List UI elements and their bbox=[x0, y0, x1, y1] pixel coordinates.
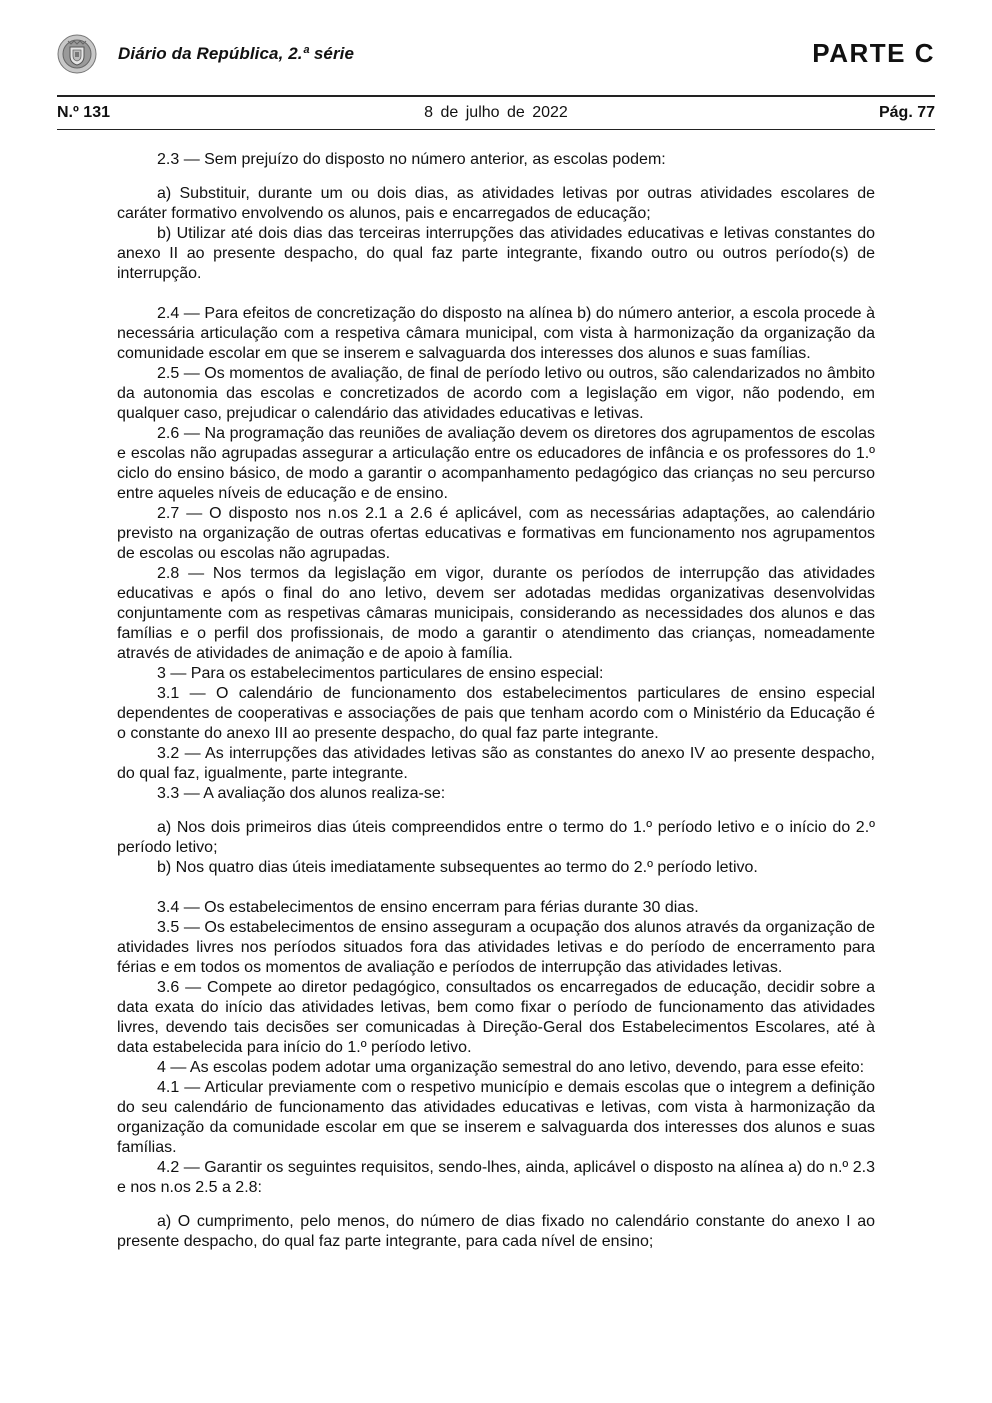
item-2-3-b: b) Utilizar até dois dias das terceiras interrupções das atividades educativas e letivas constantes do anexo II ao presente despacho, do qual faz parte integrante, fixando outro ou outros período(s) de interrupção. bbox=[117, 225, 875, 282]
item-3-3-b: b) Nos quatro dias úteis imediatamente subsequentes ao termo do 2.º período letivo. bbox=[157, 859, 758, 876]
item-3-3-a: a) Nos dois primeiros dias úteis compreendidos entre o termo do 1.º período letivo e o início do 2.º período letivo; bbox=[117, 819, 875, 856]
issue-number: N.º 131 bbox=[57, 104, 110, 121]
paragraph-3-2: 3.2 — As interrupções das atividades letivas são as constantes do anexo IV ao presente despacho, do qual faz, igualmente, parte integrante. bbox=[117, 745, 875, 782]
paragraph-4-1: 4.1 — Articular previamente com o respetivo município e demais escolas que o integrem a definição do seu calendário de funcionamento das atividades educativas e letivas, com vista à harmonização da organização da comunidade escolar em que se inserem e salvaguarda dos interesses dos alunos e suas famílias. bbox=[117, 1079, 875, 1156]
issue-date: 8 de julho de 2022 bbox=[424, 104, 568, 121]
paragraph-2-8: 2.8 — Nos termos da legislação em vigor, durante os períodos de interrupção das atividades educativas e após o final do ano letivo, devem ser adotadas medidas organizativas desenvolvidas conjuntamente com as respetivas câmaras municipais, considerando as necessidades dos alunos e das famílias e o perfil dos profissionais, de modo a garantir o atendimento das crianças, nomeadamente através de atividades de animação e de apoio à família. bbox=[117, 565, 875, 662]
paragraph-4: 4 — As escolas podem adotar uma organização semestral do ano letivo, devendo, para esse efeito: bbox=[157, 1059, 865, 1076]
journal-title: Diário da República, 2.ª série bbox=[118, 44, 355, 63]
page-number: Pág. 77 bbox=[878, 104, 935, 121]
document-body bbox=[117, 150, 875, 1252]
paragraph-3: 3 — Para os estabelecimentos particulares de ensino especial: bbox=[157, 665, 604, 682]
coat-of-arms-icon bbox=[57, 34, 97, 74]
paragraph-3-1: 3.1 — O calendário de funcionamento dos estabelecimentos particulares de ensino especial dependentes de cooperativas e associações de pais que tenham acordo com o Ministério da Educação é o constante do anexo III ao presente despacho, do qual faz parte integrante. bbox=[117, 685, 875, 742]
part-label: PARTE C bbox=[812, 38, 935, 68]
header-rule-top bbox=[57, 95, 935, 97]
paragraph-2-4: 2.4 — Para efeitos de concretização do disposto na alínea b) do número anterior, a escola procede à necessária articulação com a respetiva câmara municipal, com vista à harmonização da organização da comunidade escolar em que se inserem e salvaguarda dos interesses dos alunos e suas famílias. bbox=[117, 305, 875, 362]
paragraph-3-3: 3.3 — A avaliação dos alunos realiza-se: bbox=[157, 785, 446, 802]
header-rule-bottom bbox=[57, 129, 935, 130]
paragraph-3-6: 3.6 — Compete ao diretor pedagógico, consultados os encarregados de educação, decidir sobre a data exata do início das atividades letivas, bem como fixar o período de funcionamento das atividades livres, devendo tais decisões ser comunicadas à Direção-Geral dos Estabelecimentos Escolares, até à data estabelecida para início do 1.º período letivo. bbox=[117, 979, 875, 1056]
paragraph-3-4: 3.4 — Os estabelecimentos de ensino encerram para férias durante 30 dias. bbox=[157, 899, 699, 916]
paragraph-2-5: 2.5 — Os momentos de avaliação, de final de período letivo ou outros, são calendarizados no âmbito da autonomia das escolas e concretizados de acordo com a legislação em vigor, não podendo, em qualquer caso, prejudicar o calendário das atividades educativas e letivas. bbox=[117, 365, 875, 422]
paragraph-4-2: 4.2 — Garantir os seguintes requisitos, sendo-lhes, ainda, aplicável o disposto na alínea a) do n.º 2.3 e nos n.os 2.5 a 2.8: bbox=[117, 1159, 875, 1196]
paragraph-3-5: 3.5 — Os estabelecimentos de ensino asseguram a ocupação dos alunos através da organização de atividades livres nos períodos situados fora das atividades letivas e do período de encerramento para férias e em todos os momentos de avaliação e períodos de interrupção das atividades letivas. bbox=[117, 919, 875, 976]
paragraph-2-6: 2.6 — Na programação das reuniões de avaliação devem os diretores dos agrupamentos de escolas e escolas não agrupadas assegurar a articulação entre os educadores de infância e os professores do 1.º ciclo do ensino básico, de modo a garantir o acompanhamento pedagógico das crianças no seu percurso entre aqueles níveis de educação e de ensino. bbox=[117, 425, 875, 502]
item-2-3-a: a) Substituir, durante um ou dois dias, as atividades letivas por outras atividades escolares de caráter formativo envolvendo os alunos, pais e encarregados de educação; bbox=[117, 185, 875, 222]
paragraph-2-7: 2.7 — O disposto nos n.os 2.1 a 2.6 é aplicável, com as necessárias adaptações, ao calendário previsto na organização de outras ofertas educativas e formativas em funcionamento nos agrupamentos de escolas ou escolas não agrupadas. bbox=[117, 505, 875, 562]
paragraph-2-3: 2.3 — Sem prejuízo do disposto no número anterior, as escolas podem: bbox=[157, 151, 666, 168]
item-4-2-a: a) O cumprimento, pelo menos, do número de dias fixado no calendário constante do anexo I ao presente despacho, do qual faz parte integrante, para cada nível de ensino; bbox=[117, 1213, 875, 1250]
